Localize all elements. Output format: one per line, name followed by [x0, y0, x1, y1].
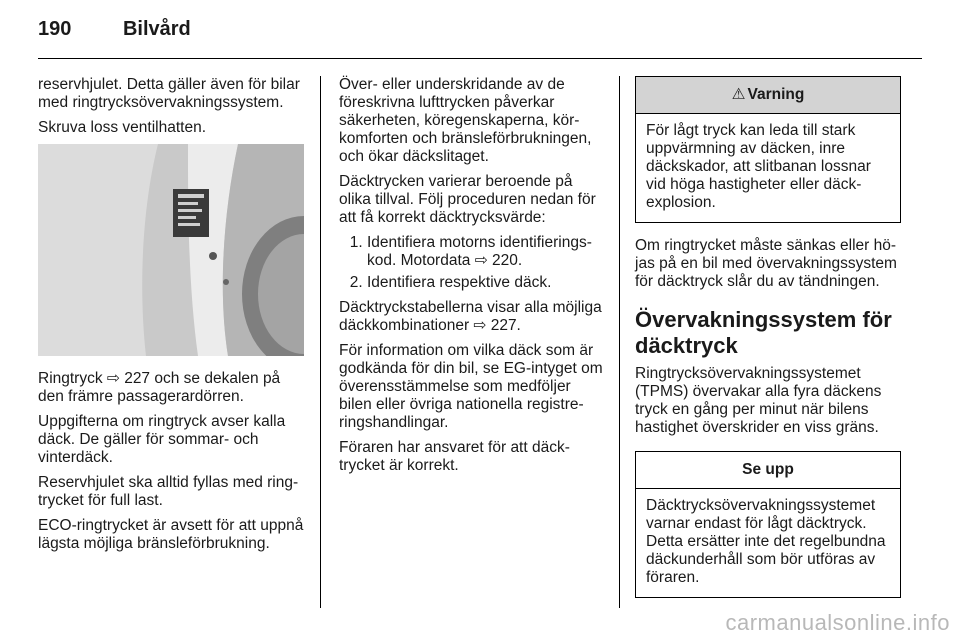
- paragraph: Skruva loss ventilhatten.: [38, 119, 207, 136]
- column-divider-1: [320, 76, 321, 608]
- paragraph: Över- eller underskridande av de föreskrivna lufttrycken påverkar säkerheten, köregenskaperna, körkomforten och bränsleförbrukningen, och ökar däckslitaget.: [339, 76, 592, 165]
- warning-title: Varning: [747, 86, 805, 103]
- column-1: [38, 76, 304, 560]
- paragraph: Reservhjulet ska alltid fyllas med ringtrycket för full last.: [38, 474, 299, 509]
- paragraph: Ringtrycksövervakningssystemet (TPMS) övervakar alla fyra däckens tryck en gång per minut när bilens hastighet överskrider en viss gräns.: [635, 365, 882, 436]
- column-3: [635, 76, 901, 612]
- list-item: 2. Identifiera respektive däck.: [367, 274, 605, 292]
- paragraph: Uppgifterna om ringtryck avser kalla däck. De gäller för sommar- och vinterdäck.: [38, 413, 286, 466]
- page-header: [38, 18, 191, 41]
- caution-box: [635, 451, 901, 598]
- watermark: carmanualsonline.info: [725, 610, 950, 635]
- list-item: 1. Identifiera motorns identifieringskod. Motordata ⇨ 220.: [367, 234, 605, 270]
- warning-box: [635, 76, 901, 223]
- caution-header: Se upp: [636, 452, 900, 489]
- warning-icon: ⚠: [731, 86, 746, 103]
- warning-header: [636, 77, 900, 114]
- column-2: [339, 76, 605, 482]
- paragraph: Om ringtrycket måste sänkas eller höjas på en bil med övervakningssystem för däcktryck slår du av tändningen.: [635, 237, 897, 290]
- header-rule: [38, 58, 922, 59]
- paragraph: För information om vilka däck som är godkända för din bil, se EG-intyget om överensstämmelse som medföljer bilen eller övriga nationella registreringshandlingar.: [339, 342, 603, 431]
- page-number: 190: [38, 18, 72, 40]
- section-heading: Övervakningssystem för däcktryck: [635, 307, 892, 358]
- paragraph: ECO-ringtrycket är avsett för att uppnå lägsta möjliga bränsleförbrukning.: [38, 517, 304, 552]
- paragraph: reservhjulet. Detta gäller även för bilar med ringtrycksövervakningssystem.: [38, 76, 300, 111]
- paragraph: Ringtryck ⇨ 227 och se dekalen på den främre passagerardörren.: [38, 370, 281, 405]
- procedure-list: [339, 234, 605, 292]
- paragraph: Däcktrycken varierar beroende på olika tillval. Följ proceduren nedan för att få korrekt däcktrycksvärde:: [339, 173, 596, 226]
- door-pillar-tire-label-photo: [38, 144, 304, 356]
- warning-body: För lågt tryck kan leda till stark uppvärmning av däcken, inre däckskador, att slitbanan lossnar vid höga hastigheter eller däckexplosion.: [646, 122, 871, 211]
- column-divider-2: [619, 76, 620, 608]
- paragraph: Föraren har ansvaret för att däcktrycket är korrekt.: [339, 439, 570, 474]
- caution-body: Däcktrycksövervakningssystemet varnar endast för lågt däcktryck. Detta ersätter inte det regelbundna däckunderhåll som bör utföras av föraren.: [646, 497, 886, 586]
- page-title: Bilvård: [122, 18, 191, 40]
- paragraph: Däcktryckstabellerna visar alla möjliga däckkombinationer ⇨ 227.: [339, 299, 602, 334]
